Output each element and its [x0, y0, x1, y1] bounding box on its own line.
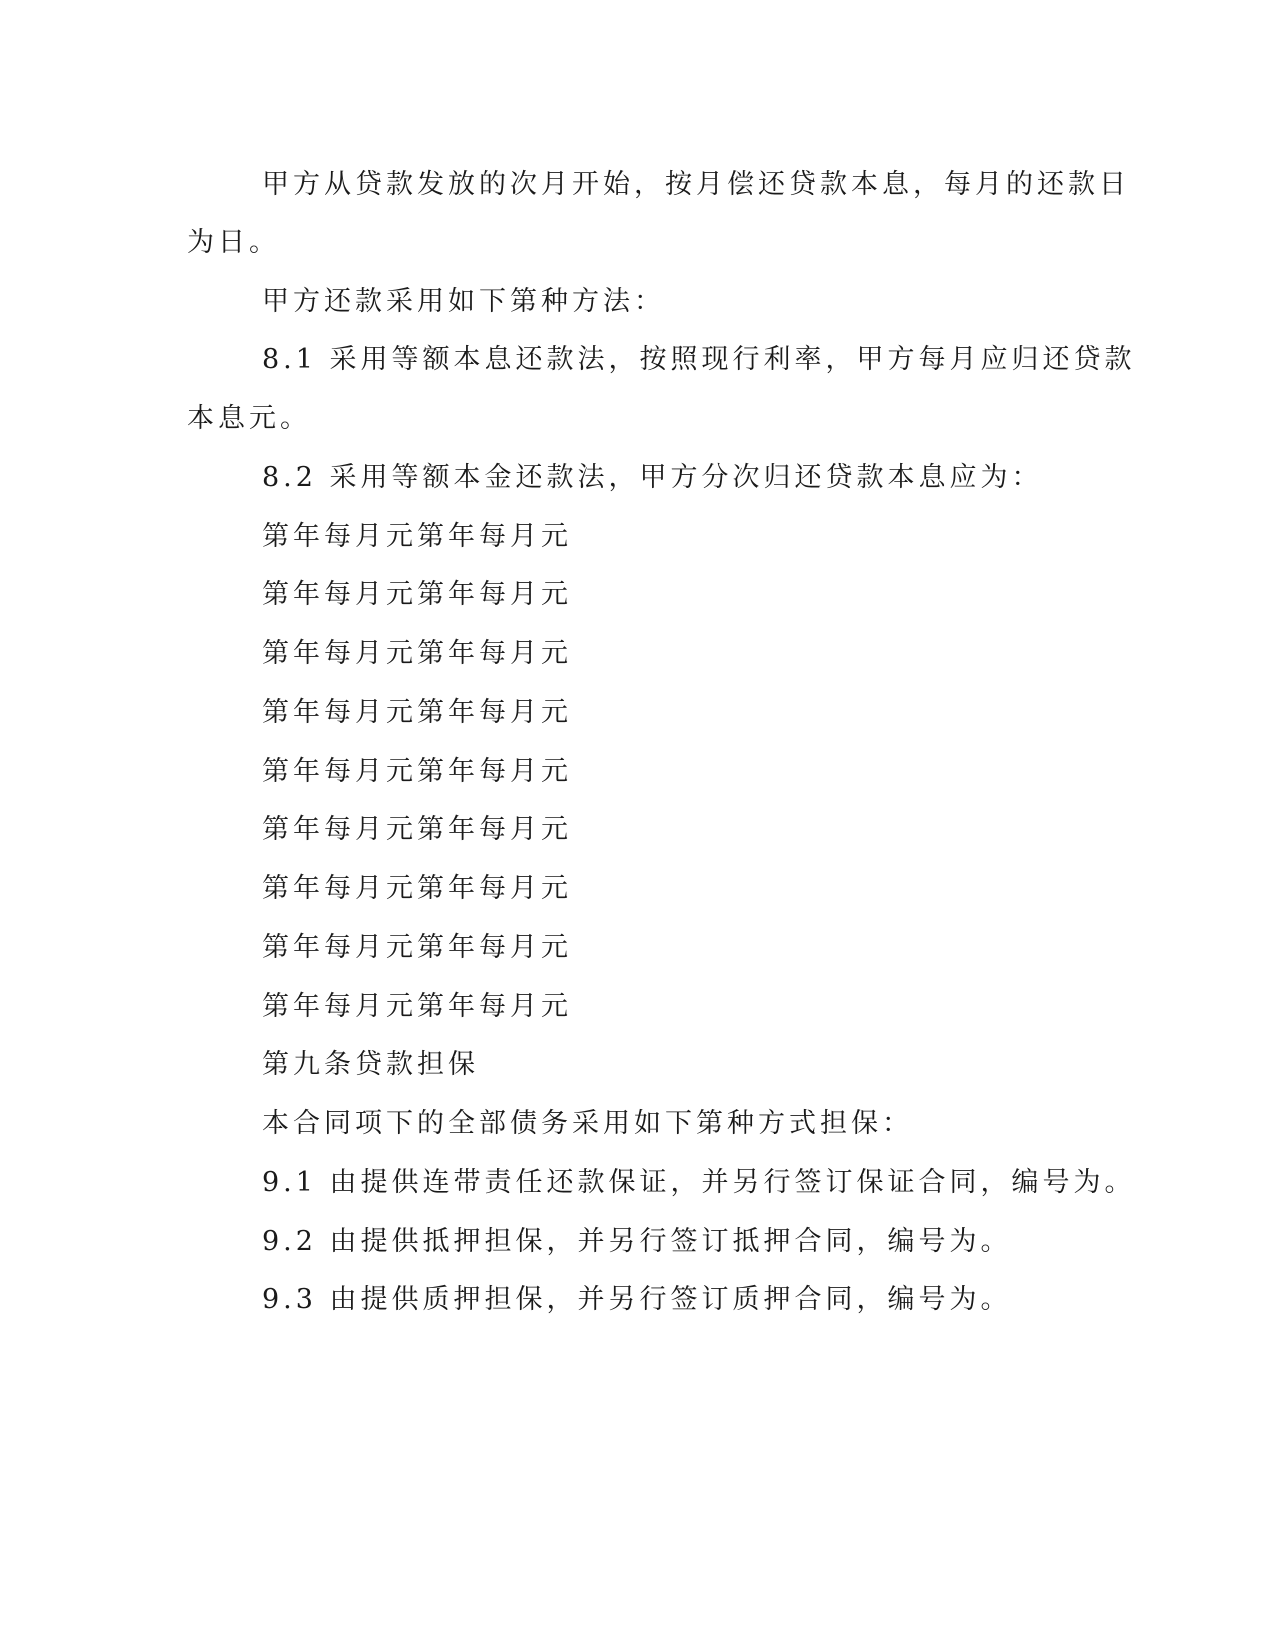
article-9-intro: 本合同项下的全部债务采用如下第种方式担保：: [262, 1108, 913, 1139]
installment-row: 第年每月元第年每月元: [262, 579, 572, 610]
clause-9-2: 9.2 由提供抵押担保，并另行签订抵押合同，编号为。: [262, 1226, 1012, 1257]
installment-row: 第年每月元第年每月元: [262, 521, 572, 552]
clause-8-1-line2: 本息元。: [187, 403, 311, 434]
installment-row: 第年每月元第年每月元: [262, 756, 572, 787]
paragraph-repayment-schedule-line2: 为日。: [187, 227, 280, 258]
installment-row: 第年每月元第年每月元: [262, 991, 572, 1022]
installment-row: 第年每月元第年每月元: [262, 814, 572, 845]
installment-row: 第年每月元第年每月元: [262, 932, 572, 963]
clause-8-2: 8.2 采用等额本金还款法，甲方分次归还贷款本息应为：: [262, 462, 1043, 493]
paragraph-repayment-schedule-line1: 甲方从贷款发放的次月开始，按月偿还贷款本息，每月的还款日: [262, 169, 1130, 200]
installment-row: 第年每月元第年每月元: [262, 638, 572, 669]
installment-row: 第年每月元第年每月元: [262, 873, 572, 904]
clause-9-1: 9.1 由提供连带责任还款保证，并另行签订保证合同，编号为。: [262, 1167, 1136, 1198]
clause-8-1-line1: 8.1 采用等额本息还款法，按照现行利率，甲方每月应归还贷款: [262, 344, 1136, 375]
article-9-heading: 第九条贷款担保: [262, 1049, 479, 1080]
clause-9-3: 9.3 由提供质押担保，并另行签订质押合同，编号为。: [262, 1284, 1012, 1315]
paragraph-repayment-method: 甲方还款采用如下第种方法：: [262, 286, 665, 317]
installment-row: 第年每月元第年每月元: [262, 697, 572, 728]
